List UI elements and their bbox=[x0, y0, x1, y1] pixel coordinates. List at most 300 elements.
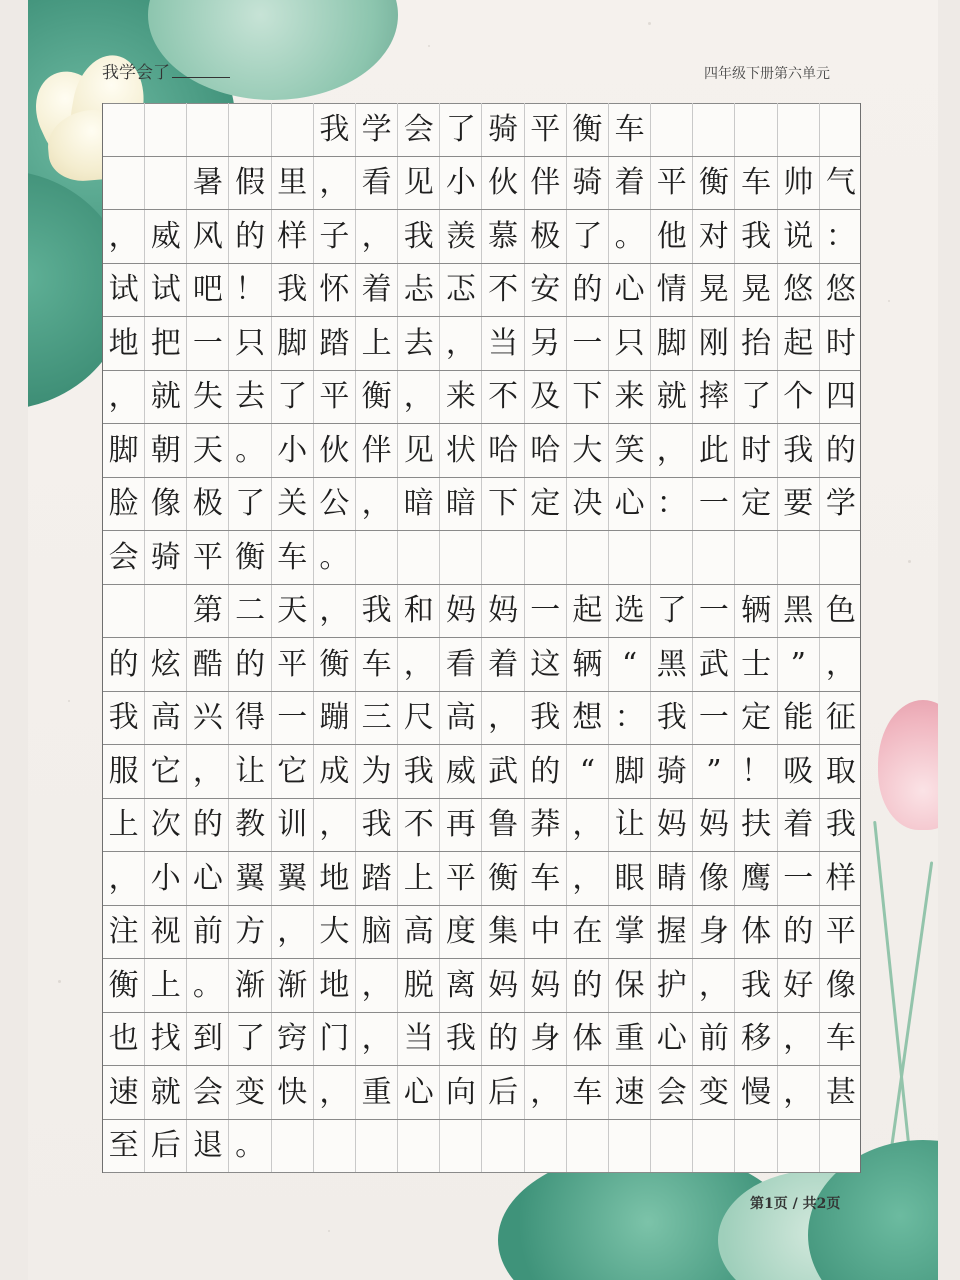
grid-char: 下 bbox=[488, 486, 519, 522]
grid-cell bbox=[356, 531, 398, 585]
grid-char: 辆 bbox=[572, 646, 603, 682]
grid-cell bbox=[567, 906, 609, 960]
grid-char: 四 bbox=[825, 379, 856, 415]
grid-cell bbox=[230, 478, 272, 532]
grid-char: 天 bbox=[192, 432, 223, 468]
grid-char: 车 bbox=[825, 1021, 856, 1057]
grid-cell bbox=[609, 638, 651, 692]
grid-char: 一 bbox=[572, 325, 603, 361]
grid-char: 离 bbox=[445, 967, 476, 1003]
grid-char: 它 bbox=[150, 753, 181, 789]
grid-char: 车 bbox=[277, 539, 308, 575]
grid-char: ， bbox=[361, 967, 392, 1003]
grid-char: 不 bbox=[403, 807, 434, 843]
grid-char: 车 bbox=[530, 860, 561, 896]
grid-char: 鲁 bbox=[488, 807, 519, 843]
grid-cell bbox=[525, 959, 567, 1013]
grid-char: 骑 bbox=[656, 753, 687, 789]
grid-cell bbox=[567, 478, 609, 532]
grid-char: 骑 bbox=[572, 165, 603, 201]
grid-char: 只 bbox=[235, 325, 266, 361]
grid-char: 三 bbox=[361, 700, 392, 736]
grid-cell bbox=[609, 959, 651, 1013]
grid-char: 体 bbox=[741, 914, 772, 950]
grid-char: 了 bbox=[656, 593, 687, 629]
grid-cell bbox=[145, 1066, 187, 1120]
grid-char: 说 bbox=[783, 218, 814, 254]
grid-cell bbox=[736, 745, 778, 799]
grid-char: 着 bbox=[361, 272, 392, 308]
writing-grid bbox=[102, 103, 861, 1173]
grid-char: 。 bbox=[235, 432, 266, 468]
grid-cell bbox=[736, 531, 778, 585]
grid-cell bbox=[820, 478, 862, 532]
grid-char: 不 bbox=[488, 379, 519, 415]
grid-char: 朝 bbox=[150, 432, 181, 468]
grid-char: 时 bbox=[825, 325, 856, 361]
grid-cell bbox=[483, 1066, 525, 1120]
grid-char: 试 bbox=[108, 272, 139, 308]
grid-cell bbox=[272, 424, 314, 478]
grid-cell bbox=[525, 371, 567, 425]
grid-char: 就 bbox=[150, 1074, 181, 1110]
grid-char: 着 bbox=[614, 165, 645, 201]
grid-cell bbox=[187, 210, 229, 264]
grid-char: 重 bbox=[361, 1074, 392, 1110]
grid-char: 妈 bbox=[488, 593, 519, 629]
grid-row bbox=[103, 959, 860, 1013]
grid-char: 来 bbox=[445, 379, 476, 415]
grid-char: 色 bbox=[825, 593, 856, 629]
grid-cell bbox=[609, 1013, 651, 1067]
grid-char: “ bbox=[621, 646, 638, 682]
grid-char: 会 bbox=[656, 1074, 687, 1110]
grid-cell bbox=[440, 906, 482, 960]
grid-char: 失 bbox=[192, 379, 223, 415]
grid-char: 心 bbox=[192, 860, 223, 896]
grid-char: 样 bbox=[825, 860, 856, 896]
grid-char: 次 bbox=[150, 807, 181, 843]
grid-cell bbox=[356, 1120, 398, 1174]
grid-cell bbox=[356, 210, 398, 264]
grid-cell bbox=[314, 103, 356, 157]
grid-row bbox=[103, 103, 860, 157]
grid-char: 公 bbox=[319, 486, 350, 522]
grid-row bbox=[103, 317, 860, 371]
grid-cell bbox=[525, 1120, 567, 1174]
grid-cell bbox=[398, 585, 440, 639]
grid-cell bbox=[356, 478, 398, 532]
grid-char: ， bbox=[192, 753, 223, 789]
grid-cell bbox=[525, 531, 567, 585]
grid-cell bbox=[398, 852, 440, 906]
grid-char: 平 bbox=[319, 379, 350, 415]
grid-char: 了 bbox=[572, 218, 603, 254]
grid-char: 见 bbox=[403, 165, 434, 201]
grid-char: 的 bbox=[108, 646, 139, 682]
grid-cell bbox=[525, 638, 567, 692]
grid-char: 莽 bbox=[530, 807, 561, 843]
grid-char: 想 bbox=[572, 700, 603, 736]
grid-char: 地 bbox=[319, 860, 350, 896]
grid-cell bbox=[145, 638, 187, 692]
grid-cell bbox=[778, 585, 820, 639]
grid-char: 骑 bbox=[150, 539, 181, 575]
grid-cell bbox=[103, 371, 145, 425]
grid-cell bbox=[693, 317, 735, 371]
grid-cell bbox=[693, 906, 735, 960]
grid-char: 摔 bbox=[698, 379, 729, 415]
grid-cell bbox=[778, 1066, 820, 1120]
grid-char: 我 bbox=[825, 807, 856, 843]
grid-cell bbox=[651, 852, 693, 906]
grid-char: 高 bbox=[403, 914, 434, 950]
grid-cell bbox=[145, 852, 187, 906]
grid-char: ， bbox=[403, 646, 434, 682]
grid-cell bbox=[103, 317, 145, 371]
grid-cell bbox=[187, 1120, 229, 1174]
grid-cell bbox=[103, 1120, 145, 1174]
grid-cell bbox=[314, 424, 356, 478]
grid-char: 我 bbox=[530, 700, 561, 736]
grid-cell bbox=[230, 424, 272, 478]
grid-char: ” bbox=[706, 753, 722, 789]
grid-cell bbox=[145, 799, 187, 853]
grid-cell bbox=[440, 478, 482, 532]
grid-char: 脑 bbox=[361, 914, 392, 950]
grid-cell bbox=[187, 692, 229, 746]
grid-cell bbox=[272, 692, 314, 746]
grid-cell bbox=[820, 317, 862, 371]
grid-cell bbox=[525, 745, 567, 799]
grid-cell bbox=[609, 1066, 651, 1120]
grid-cell bbox=[736, 264, 778, 318]
grid-cell bbox=[693, 959, 735, 1013]
grid-cell bbox=[398, 799, 440, 853]
grid-char: 会 bbox=[403, 111, 434, 147]
grid-cell bbox=[398, 692, 440, 746]
grid-char: 一 bbox=[698, 700, 729, 736]
header-title bbox=[102, 58, 230, 83]
grid-char: 个 bbox=[783, 379, 814, 415]
grid-char: 征 bbox=[825, 700, 856, 736]
grid-char: 小 bbox=[445, 165, 476, 201]
grid-cell bbox=[272, 959, 314, 1013]
grid-cell bbox=[356, 852, 398, 906]
grid-cell bbox=[820, 1066, 862, 1120]
grid-row bbox=[103, 745, 860, 799]
grid-cell bbox=[356, 1066, 398, 1120]
grid-char: 上 bbox=[150, 967, 181, 1003]
grid-cell bbox=[820, 424, 862, 478]
grid-char: 此 bbox=[698, 432, 729, 468]
grid-cell bbox=[145, 210, 187, 264]
grid-char: 学 bbox=[361, 111, 392, 147]
grid-cell bbox=[483, 157, 525, 211]
grid-char: 会 bbox=[108, 539, 139, 575]
grid-cell bbox=[356, 424, 398, 478]
grid-line bbox=[103, 1172, 860, 1173]
grid-char: 心 bbox=[614, 486, 645, 522]
grid-row bbox=[103, 371, 860, 425]
grid-cell bbox=[483, 585, 525, 639]
grid-char: “ bbox=[579, 753, 596, 789]
grid-cell bbox=[483, 959, 525, 1013]
grid-cell bbox=[398, 317, 440, 371]
grid-row bbox=[103, 1013, 860, 1067]
grid-cell bbox=[778, 1120, 820, 1174]
grid-cell bbox=[145, 906, 187, 960]
grid-row bbox=[103, 906, 860, 960]
grid-cell bbox=[736, 906, 778, 960]
grid-cell bbox=[736, 210, 778, 264]
grid-char: 平 bbox=[825, 914, 856, 950]
grid-char: 一 bbox=[192, 325, 223, 361]
grid-char: 上 bbox=[108, 807, 139, 843]
grid-char: 蹦 bbox=[319, 700, 350, 736]
grid-cell bbox=[651, 745, 693, 799]
grid-cell bbox=[440, 264, 482, 318]
grid-char: 一 bbox=[783, 860, 814, 896]
grid-char: 向 bbox=[445, 1074, 476, 1110]
grid-cell bbox=[567, 264, 609, 318]
grid-cell bbox=[651, 424, 693, 478]
grid-cell bbox=[483, 210, 525, 264]
grid-char: 了 bbox=[741, 379, 772, 415]
grid-char: 样 bbox=[277, 218, 308, 254]
grid-char: 它 bbox=[277, 753, 308, 789]
grid-char: 了 bbox=[445, 111, 476, 147]
grid-cell bbox=[398, 959, 440, 1013]
grid-cell bbox=[230, 210, 272, 264]
grid-cell bbox=[525, 424, 567, 478]
grid-char: 平 bbox=[192, 539, 223, 575]
grid-cell bbox=[314, 692, 356, 746]
grid-char: 我 bbox=[783, 432, 814, 468]
grid-char: 平 bbox=[277, 646, 308, 682]
grid-char: 踏 bbox=[319, 325, 350, 361]
grid-cell bbox=[609, 1120, 651, 1174]
grid-cell bbox=[398, 103, 440, 157]
grid-cell bbox=[440, 1013, 482, 1067]
grid-char: ， bbox=[488, 700, 519, 736]
grid-char: 起 bbox=[572, 593, 603, 629]
grid-cell bbox=[272, 1120, 314, 1174]
grid-char: ” bbox=[790, 646, 806, 682]
grid-cell bbox=[314, 799, 356, 853]
grid-cell bbox=[103, 531, 145, 585]
header-title-text: 我学会了 bbox=[102, 63, 170, 83]
grid-char: 情 bbox=[656, 272, 687, 308]
grid-char: 伙 bbox=[488, 165, 519, 201]
grid-cell bbox=[778, 531, 820, 585]
grid-cell bbox=[651, 531, 693, 585]
grid-cell bbox=[609, 799, 651, 853]
grid-cell bbox=[440, 157, 482, 211]
grid-char: 妈 bbox=[488, 967, 519, 1003]
grid-cell bbox=[187, 638, 229, 692]
grid-cell bbox=[483, 692, 525, 746]
grid-row bbox=[103, 799, 860, 853]
grid-cell bbox=[145, 317, 187, 371]
grid-cell bbox=[525, 157, 567, 211]
grid-char: 高 bbox=[150, 700, 181, 736]
grid-cell bbox=[272, 531, 314, 585]
grid-cell bbox=[693, 371, 735, 425]
grid-char: 黑 bbox=[656, 646, 687, 682]
grid-cell bbox=[314, 1013, 356, 1067]
grid-char: 二 bbox=[235, 593, 266, 629]
grid-char: 就 bbox=[150, 379, 181, 415]
grid-char: 窍 bbox=[277, 1021, 308, 1057]
grid-cell bbox=[525, 1013, 567, 1067]
grid-cell bbox=[483, 371, 525, 425]
grid-char: 我 bbox=[741, 967, 772, 1003]
grid-cell bbox=[651, 1066, 693, 1120]
grid-cell bbox=[567, 959, 609, 1013]
grid-row bbox=[103, 1120, 860, 1174]
grid-char: 尺 bbox=[403, 700, 434, 736]
grid-cell bbox=[187, 799, 229, 853]
grid-cell bbox=[272, 585, 314, 639]
grid-char: 起 bbox=[783, 325, 814, 361]
grid-char: 伙 bbox=[319, 432, 350, 468]
grid-char: 心 bbox=[614, 272, 645, 308]
grid-char: 睛 bbox=[656, 860, 687, 896]
grid-char: 我 bbox=[656, 700, 687, 736]
grid-char: 我 bbox=[108, 700, 139, 736]
grid-char: 他 bbox=[656, 218, 687, 254]
grid-cell bbox=[103, 103, 145, 157]
grid-cell bbox=[778, 852, 820, 906]
grid-cell bbox=[356, 745, 398, 799]
grid-cell bbox=[230, 371, 272, 425]
grid-cell bbox=[693, 1066, 735, 1120]
grid-char: ， bbox=[572, 860, 603, 896]
grid-cell bbox=[693, 1013, 735, 1067]
grid-row bbox=[103, 531, 860, 585]
grid-char: 定 bbox=[530, 486, 561, 522]
grid-char: ， bbox=[783, 1074, 814, 1110]
grid-cell bbox=[525, 478, 567, 532]
grid-char: 晃 bbox=[698, 272, 729, 308]
grid-cell bbox=[525, 317, 567, 371]
grid-cell bbox=[778, 799, 820, 853]
grid-char: 黑 bbox=[783, 593, 814, 629]
grid-cell bbox=[187, 1013, 229, 1067]
grid-char: 一 bbox=[698, 486, 729, 522]
grid-cell bbox=[483, 638, 525, 692]
grid-cell bbox=[230, 103, 272, 157]
grid-cell bbox=[483, 264, 525, 318]
grid-char: 的 bbox=[235, 646, 266, 682]
grid-char: 酷 bbox=[192, 646, 223, 682]
grid-cell bbox=[356, 157, 398, 211]
grid-char: 甚 bbox=[825, 1074, 856, 1110]
grid-cell bbox=[567, 531, 609, 585]
grid-cell bbox=[230, 1066, 272, 1120]
grid-char: ： bbox=[656, 486, 687, 522]
grid-char: 骑 bbox=[488, 111, 519, 147]
grid-char: 只 bbox=[614, 325, 645, 361]
grid-cell bbox=[398, 264, 440, 318]
grid-cell bbox=[736, 799, 778, 853]
grid-cell bbox=[187, 906, 229, 960]
grid-cell bbox=[440, 638, 482, 692]
grid-char: 取 bbox=[825, 753, 856, 789]
grid-cell bbox=[693, 799, 735, 853]
grid-cell bbox=[356, 371, 398, 425]
grid-char: 眼 bbox=[614, 860, 645, 896]
grid-char: 高 bbox=[445, 700, 476, 736]
header-blank-line bbox=[172, 63, 230, 78]
grid-cell bbox=[272, 1013, 314, 1067]
grid-char: 悠 bbox=[783, 272, 814, 308]
grid-char: 退 bbox=[192, 1128, 223, 1164]
grid-cell bbox=[651, 478, 693, 532]
grid-char: 见 bbox=[403, 432, 434, 468]
grid-cell bbox=[778, 959, 820, 1013]
grid-char: 妈 bbox=[656, 807, 687, 843]
grid-cell bbox=[609, 424, 651, 478]
grid-cell bbox=[567, 692, 609, 746]
grid-char: ！ bbox=[741, 753, 772, 789]
grid-char: 的 bbox=[783, 914, 814, 950]
grid-char: 让 bbox=[614, 807, 645, 843]
grid-char: 晃 bbox=[741, 272, 772, 308]
grid-char: ， bbox=[108, 860, 139, 896]
grid-char: 平 bbox=[445, 860, 476, 896]
grid-cell bbox=[230, 906, 272, 960]
grid-char: ： bbox=[614, 700, 645, 736]
grid-cell bbox=[356, 264, 398, 318]
grid-char: 妈 bbox=[445, 593, 476, 629]
grid-char: 羡 bbox=[445, 218, 476, 254]
grid-char: 把 bbox=[150, 325, 181, 361]
grid-cell bbox=[314, 210, 356, 264]
grid-cell bbox=[483, 424, 525, 478]
grid-char: 平 bbox=[530, 111, 561, 147]
grid-char: ， bbox=[319, 807, 350, 843]
grid-cell bbox=[356, 638, 398, 692]
grid-cell bbox=[440, 371, 482, 425]
grid-char: 大 bbox=[572, 432, 603, 468]
grid-cell bbox=[525, 852, 567, 906]
grid-cell bbox=[103, 638, 145, 692]
grid-char: ， bbox=[783, 1021, 814, 1057]
grid-char: 在 bbox=[572, 914, 603, 950]
grid-cell bbox=[103, 852, 145, 906]
grid-cell bbox=[820, 906, 862, 960]
grid-cell bbox=[103, 959, 145, 1013]
grid-char: 速 bbox=[614, 1074, 645, 1110]
grid-cell bbox=[525, 585, 567, 639]
grid-cell bbox=[820, 585, 862, 639]
grid-cell bbox=[609, 852, 651, 906]
grid-cell bbox=[440, 692, 482, 746]
grid-cell bbox=[567, 317, 609, 371]
grid-char: 渐 bbox=[277, 967, 308, 1003]
grid-cell bbox=[525, 1066, 567, 1120]
grid-char: 衡 bbox=[319, 646, 350, 682]
grid-char: 我 bbox=[741, 218, 772, 254]
grid-cell bbox=[187, 371, 229, 425]
grid-char: 身 bbox=[698, 914, 729, 950]
grid-cell bbox=[398, 424, 440, 478]
grid-char: 武 bbox=[698, 646, 729, 682]
grid-cell bbox=[651, 638, 693, 692]
grid-cell bbox=[314, 852, 356, 906]
